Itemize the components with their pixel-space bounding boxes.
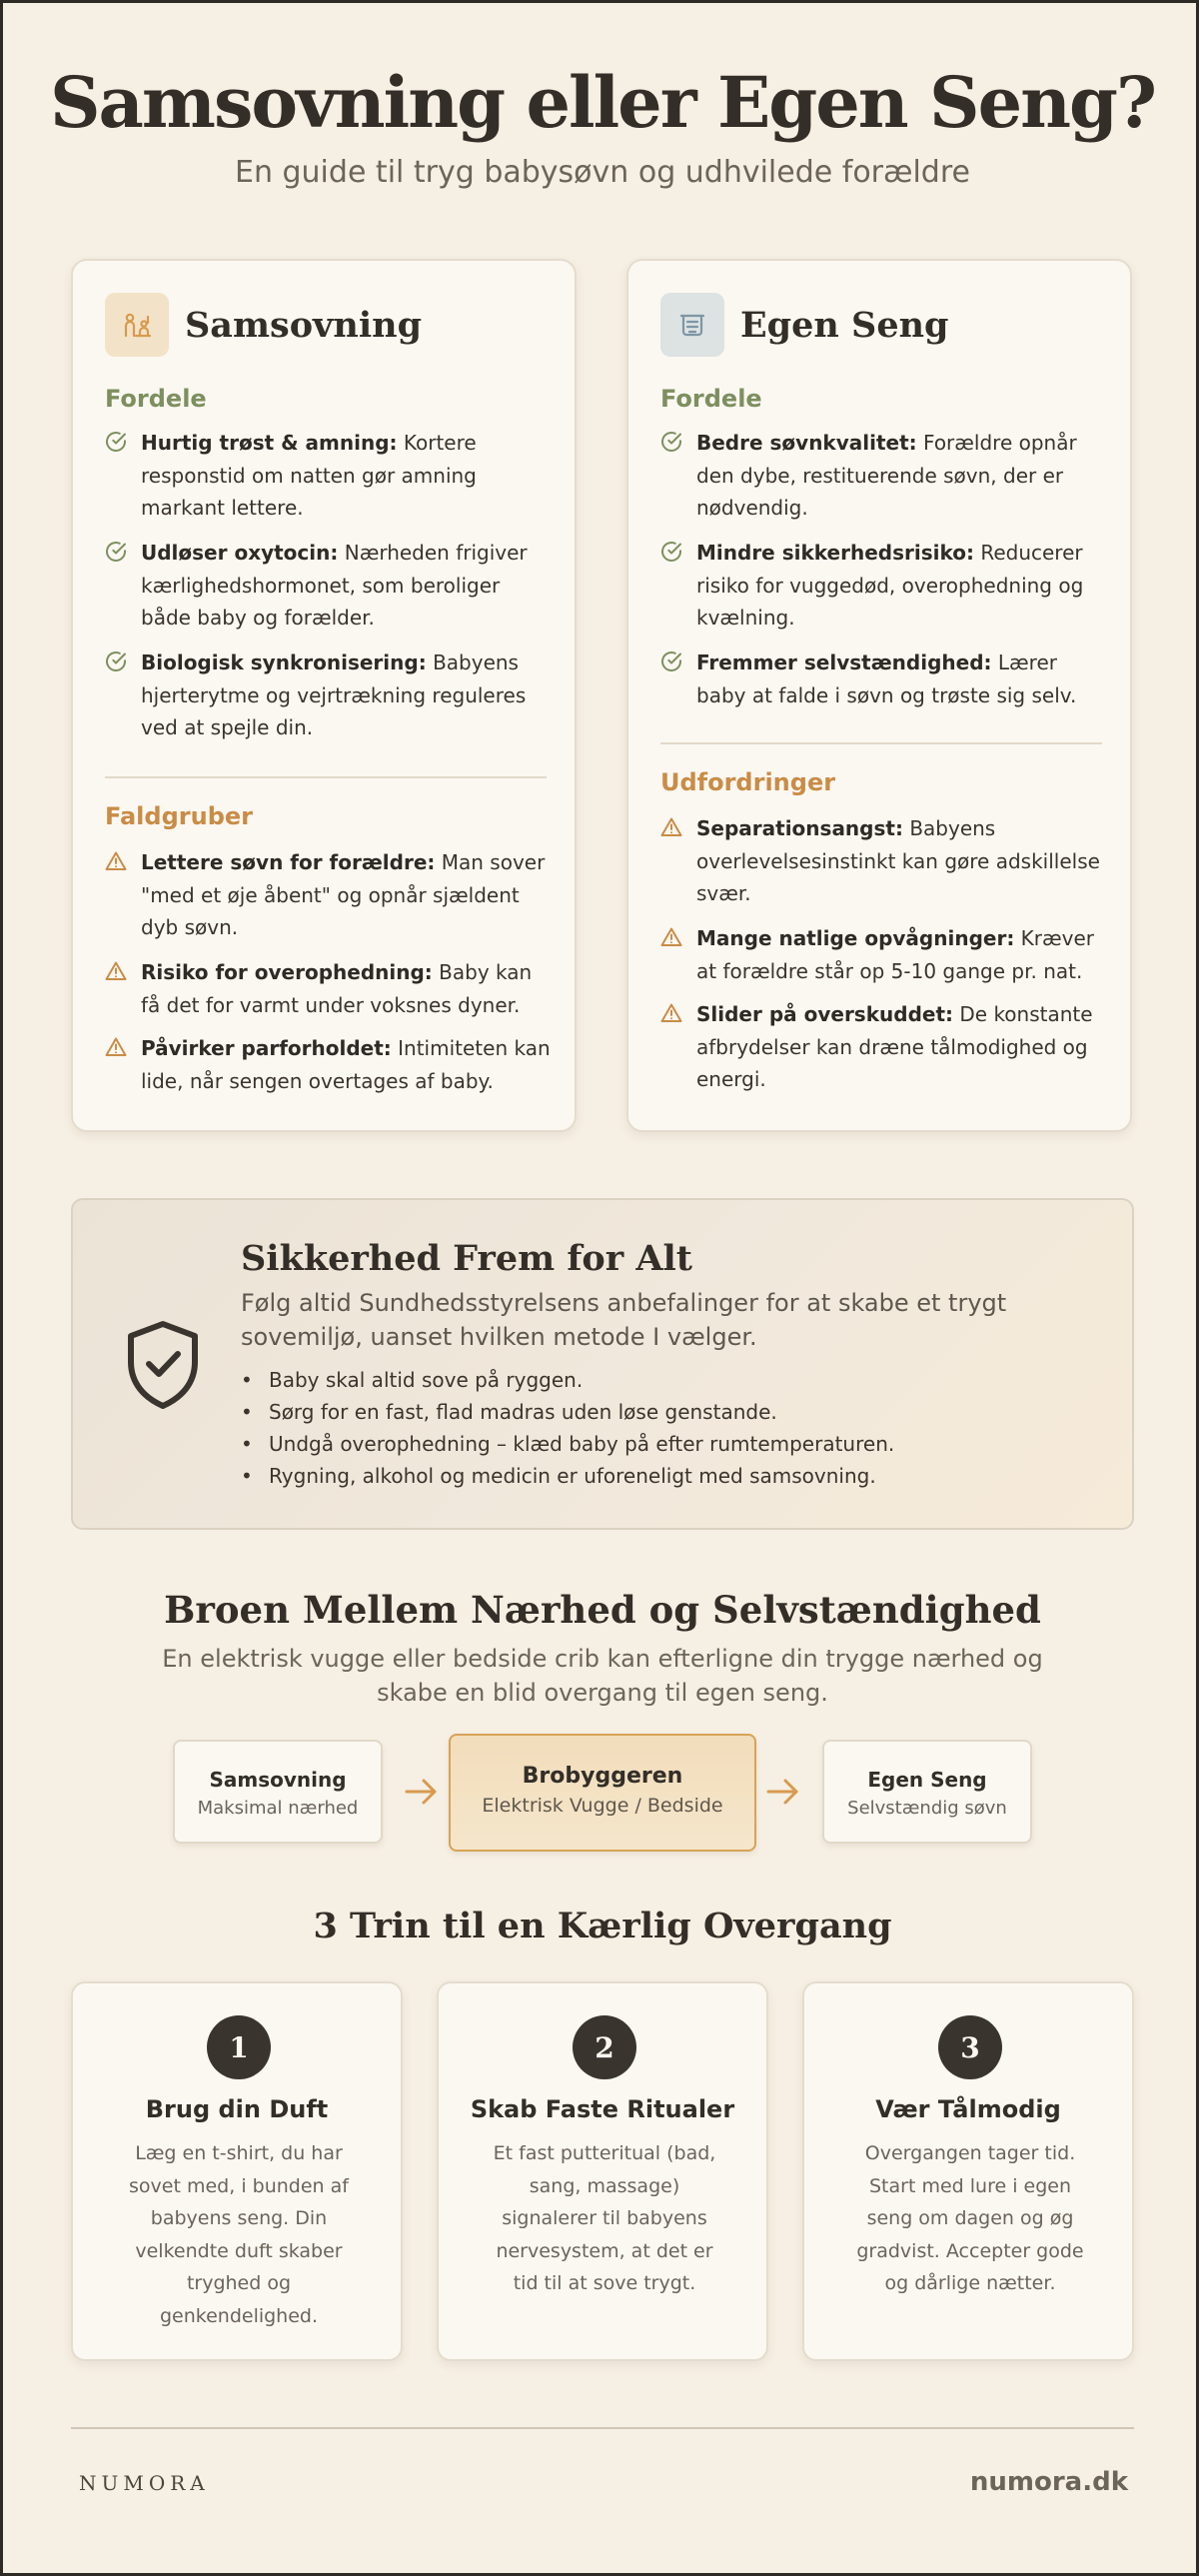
- warning-icon: [105, 850, 127, 872]
- item-text: Baby kan få det for varmt under voksnes dyner.: [141, 960, 533, 1017]
- card-header: [660, 293, 949, 357]
- check-circle-icon: [105, 541, 127, 563]
- step-text: Overgangen tager tid. Start med lure i egen seng om dagen og øg gradvist. Accepter gode og dårlige nætter.: [856, 2142, 1084, 2294]
- step-number: 1: [207, 2015, 271, 2079]
- parent-baby-icon: [105, 293, 169, 357]
- step-text: Et fast putteritual (bad, sang, massage) signalerer til babyens nervesystem, at det er tid til at sove trygt.: [493, 2142, 716, 2294]
- steps-title: 3 Trin til en Kærlig Overgang: [313, 1906, 892, 1946]
- con-item: [105, 956, 555, 1021]
- step-text: Læg en t-shirt, du har sovet med, i bunden af babyens seng. Din velkendte duft skaber tryghed og genkendelighed.: [129, 2142, 349, 2327]
- flow-step-sub: Maksimal nærhed: [197, 1798, 359, 1819]
- bridge-title: Broen Mellem Nærhed og Selvstændighed: [164, 1588, 1041, 1632]
- bridge-lead: En elektrisk vugge eller bedside crib kan efterligne din trygge nærhed og skabe en blid overgang til egen seng.: [162, 1645, 1043, 1707]
- flow-step-sub: Selvstændig søvn: [847, 1798, 1007, 1819]
- flow-step-title: Samsovning: [209, 1768, 347, 1792]
- item-text: Kortere responstid om natten gør amning markant lettere.: [141, 431, 477, 520]
- step-card: [437, 1981, 768, 2361]
- safety-list: [241, 1364, 1100, 1492]
- pros-label: Fordele: [105, 385, 207, 413]
- pros-label: Fordele: [660, 385, 762, 413]
- flow-step-title: Brobyggeren: [522, 1764, 683, 1789]
- card-title: Egen Seng: [740, 304, 949, 346]
- item-bold: Påvirker parforholdet:: [141, 1036, 392, 1060]
- cons-label: Faldgruber: [105, 802, 253, 830]
- item-text: Nærheden frigiver kærlighedshormonet, som beroliger både baby og forælder.: [141, 541, 528, 630]
- pro-item: [105, 537, 555, 635]
- item-bold: Fremmer selvstændighed:: [696, 650, 992, 674]
- con-item: [660, 812, 1110, 910]
- flow-step-cosleeping: [173, 1740, 383, 1844]
- item-bold: Biologisk synkronisering:: [141, 650, 427, 674]
- safety-lead: Følg altid Sundhedsstyrelsens anbefalinger for at skabe et trygt sovemiljø, uanset hvilken metode I vælger.: [241, 1289, 1007, 1351]
- con-item: [660, 998, 1110, 1096]
- pro-item: [105, 646, 555, 744]
- item-text: Babyens overlevelsesinstinkt kan gøre adskillelse svær.: [696, 816, 1100, 905]
- step-card: [802, 1981, 1134, 2361]
- item-text: Reducerer risiko for vuggedød, overophedning og kvælning.: [696, 541, 1084, 630]
- item-text: Intimiteten kan lide, når sengen overtages af baby.: [141, 1036, 551, 1093]
- list-item: • Sørg for en fast, flad madras uden løse genstande.: [241, 1396, 1100, 1428]
- arrow-right-icon: [405, 1778, 439, 1806]
- step-title: Vær Tålmodig: [875, 2095, 1061, 2123]
- item-text: Kræver at forældre står op 5-10 gange pr. nat.: [696, 926, 1095, 983]
- item-bold: Slider på overskuddet:: [696, 1002, 954, 1026]
- check-circle-icon: [660, 650, 682, 672]
- pro-item: [105, 427, 555, 525]
- con-item: [105, 846, 555, 944]
- step-number: 3: [938, 2015, 1002, 2079]
- item-bold: Separationsangst:: [696, 816, 903, 840]
- item-text: Man sover "med et øje åbent" og opnår sjældent dyb søvn.: [141, 850, 546, 939]
- con-item: [660, 922, 1110, 987]
- item-text: Lærer baby at falde i søvn og trøste sig selv.: [696, 650, 1077, 707]
- card-header: [105, 293, 422, 357]
- check-circle-icon: [105, 431, 127, 453]
- brand-logo: NUMORA: [79, 2471, 210, 2495]
- shield-check-icon: [123, 1318, 203, 1412]
- item-bold: Mindre sikkerhedsrisiko:: [696, 541, 974, 565]
- pro-item: [660, 537, 1110, 635]
- step-title: Brug din Duft: [145, 2095, 329, 2123]
- warning-icon: [660, 816, 682, 838]
- safety-title: Sikkerhed Frem for Alt: [241, 1238, 692, 1279]
- flow-step-sub: Elektrisk Vugge / Bedside: [482, 1795, 723, 1817]
- list-item: • Baby skal altid sove på ryggen.: [241, 1364, 1100, 1396]
- item-bold: Mange natlige opvågninger:: [696, 926, 1015, 950]
- warning-icon: [660, 926, 682, 948]
- check-circle-icon: [660, 541, 682, 563]
- flow-step-own-bed: [822, 1740, 1032, 1844]
- divider: [660, 742, 1102, 744]
- site-link[interactable]: numora.dk: [969, 2467, 1128, 2497]
- own-bed-card: [626, 259, 1132, 1132]
- step-number: 2: [573, 2015, 636, 2079]
- con-item: [105, 1032, 555, 1097]
- step-title: Skab Faste Ritualer: [470, 2095, 735, 2123]
- item-bold: Hurtig trøst & amning:: [141, 431, 398, 455]
- step-card: [71, 1981, 403, 2361]
- page-subtitle: En guide til tryg babysøvn og udhvilede forældre: [235, 155, 970, 190]
- check-circle-icon: [105, 650, 127, 672]
- warning-icon: [660, 1002, 682, 1024]
- cosleeping-card: [71, 259, 577, 1132]
- page-title: Samsovning eller Egen Seng?: [50, 61, 1155, 144]
- flow-step-bridge: [449, 1734, 756, 1852]
- crib-icon: [660, 293, 724, 357]
- item-bold: Lettere søvn for forældre:: [141, 850, 436, 874]
- item-text: Babyens hjerterytme og vejrtrækning reguleres ved at spejle din.: [141, 650, 527, 739]
- pro-item: [660, 427, 1110, 525]
- cons-label: Udfordringer: [660, 768, 836, 796]
- list-item: • Undgå overophedning – klæd baby på efter rumtemperaturen.: [241, 1428, 1100, 1460]
- arrow-right-icon: [766, 1778, 800, 1806]
- check-circle-icon: [660, 431, 682, 453]
- item-bold: Bedre søvnkvalitet:: [696, 431, 917, 455]
- card-title: Samsovning: [185, 304, 423, 346]
- warning-icon: [105, 960, 127, 982]
- pro-item: [660, 646, 1110, 711]
- item-text: Forældre opnår den dybe, restituerende søvn, der er nødvendig.: [696, 431, 1077, 520]
- warning-icon: [105, 1036, 127, 1058]
- item-bold: Risiko for overophedning:: [141, 960, 433, 984]
- footer-divider: [71, 2427, 1134, 2429]
- divider: [105, 776, 547, 778]
- item-text: De konstante afbrydelser kan dræne tålmodighed og energi.: [696, 1002, 1093, 1091]
- list-item: • Rygning, alkohol og medicin er uforeneligt med samsovning.: [241, 1460, 1100, 1492]
- flow-step-title: Egen Seng: [867, 1768, 987, 1792]
- safety-panel: [71, 1198, 1134, 1530]
- item-bold: Udløser oxytocin:: [141, 541, 339, 565]
